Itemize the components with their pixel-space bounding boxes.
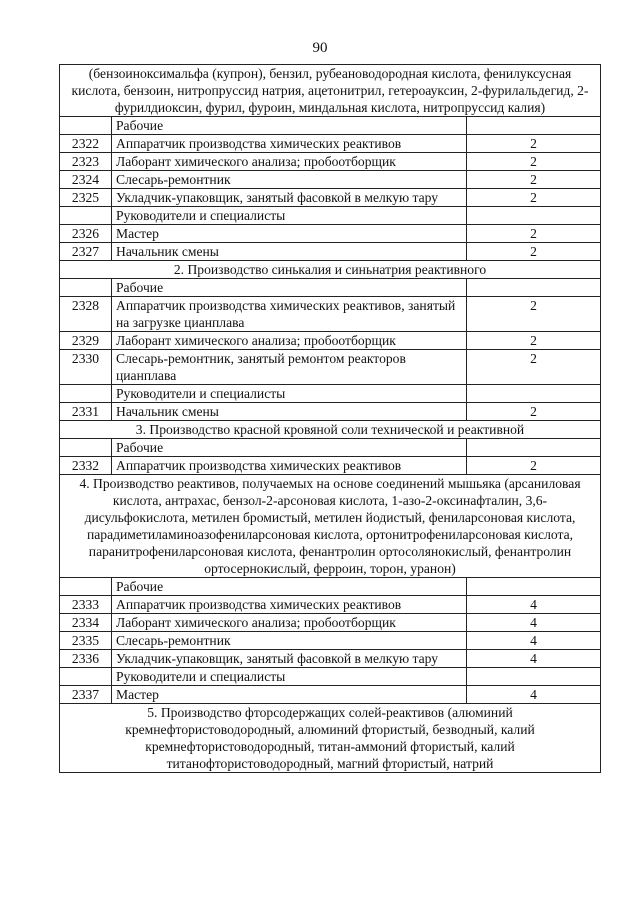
empty-value-cell bbox=[467, 668, 601, 686]
empty-value-cell bbox=[467, 385, 601, 403]
item-number: 2326 bbox=[60, 225, 112, 243]
empty-value-cell bbox=[467, 439, 601, 457]
category-row bbox=[60, 207, 601, 225]
category-label: Рабочие bbox=[112, 117, 467, 135]
profession-name: Слесарь-ремонтник bbox=[112, 171, 467, 189]
item-number: 2322 bbox=[60, 135, 112, 153]
profession-row bbox=[60, 297, 601, 332]
page-number: 90 bbox=[312, 40, 328, 56]
section-heading-row bbox=[60, 704, 601, 773]
profession-row bbox=[60, 332, 601, 350]
profession-name: Лаборант химического анализа; пробоотборщик bbox=[112, 332, 467, 350]
profession-name: Аппаратчик производства химических реактивов bbox=[112, 135, 467, 153]
empty-number-cell bbox=[60, 279, 112, 297]
category-row bbox=[60, 578, 601, 596]
profession-row bbox=[60, 650, 601, 668]
category-label: Рабочие bbox=[112, 279, 467, 297]
empty-value-cell bbox=[467, 117, 601, 135]
section-heading: 3. Производство красной кровяной соли технической и реактивной bbox=[60, 421, 601, 439]
profession-name: Лаборант химического анализа; пробоотборщик bbox=[112, 614, 467, 632]
empty-number-cell bbox=[60, 207, 112, 225]
profession-row bbox=[60, 153, 601, 171]
profession-name: Мастер bbox=[112, 225, 467, 243]
item-number: 2324 bbox=[60, 171, 112, 189]
profession-row bbox=[60, 135, 601, 153]
empty-number-cell bbox=[60, 668, 112, 686]
empty-value-cell bbox=[467, 578, 601, 596]
category-row bbox=[60, 439, 601, 457]
item-value: 2 bbox=[467, 457, 601, 475]
profession-name: Лаборант химического анализа; пробоотборщик bbox=[112, 153, 467, 171]
profession-row bbox=[60, 189, 601, 207]
profession-name: Укладчик-упаковщик, занятый фасовкой в мелкую тару bbox=[112, 650, 467, 668]
category-row bbox=[60, 117, 601, 135]
item-value: 2 bbox=[467, 297, 601, 332]
section-heading-row bbox=[60, 475, 601, 578]
item-number: 2330 bbox=[60, 350, 112, 385]
profession-row bbox=[60, 686, 601, 704]
empty-value-cell bbox=[467, 279, 601, 297]
item-value: 4 bbox=[467, 632, 601, 650]
item-value: 2 bbox=[467, 225, 601, 243]
item-value: 2 bbox=[467, 243, 601, 261]
item-number: 2329 bbox=[60, 332, 112, 350]
category-label: Рабочие bbox=[112, 578, 467, 596]
section-heading: 2. Производство синькалия и синьнатрия реактивного bbox=[60, 261, 601, 279]
item-number: 2333 bbox=[60, 596, 112, 614]
section-heading-row bbox=[60, 261, 601, 279]
section-heading-row bbox=[60, 421, 601, 439]
section-heading: 5. Производство фторсодержащих солей-реактивов (алюминий кремнефтористоводородный, алюминий фтористый, безводный, калий кремнефтористоводородный, титан-аммоний фтористый, калий титанофтористоводородный, магний фтористый, натрий bbox=[60, 704, 601, 773]
category-label: Руководители и специалисты bbox=[112, 385, 467, 403]
item-number: 2334 bbox=[60, 614, 112, 632]
item-value: 2 bbox=[467, 403, 601, 421]
empty-number-cell bbox=[60, 578, 112, 596]
item-value: 4 bbox=[467, 614, 601, 632]
profession-name: Начальник смены bbox=[112, 243, 467, 261]
profession-row bbox=[60, 171, 601, 189]
profession-row bbox=[60, 596, 601, 614]
item-number: 2327 bbox=[60, 243, 112, 261]
intro-row bbox=[60, 65, 601, 117]
profession-row bbox=[60, 403, 601, 421]
category-row bbox=[60, 668, 601, 686]
section-heading: 4. Производство реактивов, получаемых на основе соединений мышьяка (арсаниловая кислота, антрахас, бензол-2-арсоновая кислота, 1-азо-2-оксинафталин, 3,6-дисульфокислота, метилен бромистый, метилен йодистый, фениларсоновая кислота, парадиметиламиноазофениларсоновая кислота, ортонитрофениларсоновая кислота, паранитрофениларсоновая кислота, фенантролин ортосолянокислый, фенантролин ортосернокислый, ферроин, торон, уранон) bbox=[60, 475, 601, 578]
item-value: 2 bbox=[467, 135, 601, 153]
item-number: 2335 bbox=[60, 632, 112, 650]
profession-row bbox=[60, 350, 601, 385]
item-value: 4 bbox=[467, 650, 601, 668]
profession-name: Аппаратчик производства химических реактивов bbox=[112, 457, 467, 475]
item-number: 2328 bbox=[60, 297, 112, 332]
profession-name: Начальник смены bbox=[112, 403, 467, 421]
category-row bbox=[60, 279, 601, 297]
category-label: Рабочие bbox=[112, 439, 467, 457]
profession-row bbox=[60, 225, 601, 243]
profession-row bbox=[60, 457, 601, 475]
profession-row bbox=[60, 243, 601, 261]
item-value: 4 bbox=[467, 596, 601, 614]
empty-value-cell bbox=[467, 207, 601, 225]
empty-number-cell bbox=[60, 385, 112, 403]
category-label: Руководители и специалисты bbox=[112, 668, 467, 686]
item-value: 4 bbox=[467, 686, 601, 704]
empty-number-cell bbox=[60, 117, 112, 135]
profession-name: Аппаратчик производства химических реактивов bbox=[112, 596, 467, 614]
item-number: 2323 bbox=[60, 153, 112, 171]
profession-name: Мастер bbox=[112, 686, 467, 704]
item-number: 2325 bbox=[60, 189, 112, 207]
profession-name: Слесарь-ремонтник, занятый ремонтом реакторов цианплава bbox=[112, 350, 467, 385]
profession-name: Аппаратчик производства химических реактивов, занятый на загрузке цианплава bbox=[112, 297, 467, 332]
item-number: 2337 bbox=[60, 686, 112, 704]
profession-row bbox=[60, 614, 601, 632]
professions-table bbox=[59, 64, 601, 773]
category-label: Руководители и специалисты bbox=[112, 207, 467, 225]
profession-name: Укладчик-упаковщик, занятый фасовкой в мелкую тару bbox=[112, 189, 467, 207]
item-value: 2 bbox=[467, 350, 601, 385]
profession-row bbox=[60, 632, 601, 650]
profession-name: Слесарь-ремонтник bbox=[112, 632, 467, 650]
intro-text: (бензоиноксимальфа (купрон), бензил, рубеановодородная кислота, фенилуксусная кислота, бензоин, нитропруссид натрия, ацетонитрил, гетероауксин, 2-фурилальдегид, 2-фурилдиоксин, фурил, фуроин, миндальная кислота, нитропруссид калия) bbox=[60, 65, 601, 117]
item-value: 2 bbox=[467, 171, 601, 189]
item-value: 2 bbox=[467, 332, 601, 350]
item-number: 2331 bbox=[60, 403, 112, 421]
empty-number-cell bbox=[60, 439, 112, 457]
item-number: 2332 bbox=[60, 457, 112, 475]
item-value: 2 bbox=[467, 189, 601, 207]
category-row bbox=[60, 385, 601, 403]
item-number: 2336 bbox=[60, 650, 112, 668]
item-value: 2 bbox=[467, 153, 601, 171]
